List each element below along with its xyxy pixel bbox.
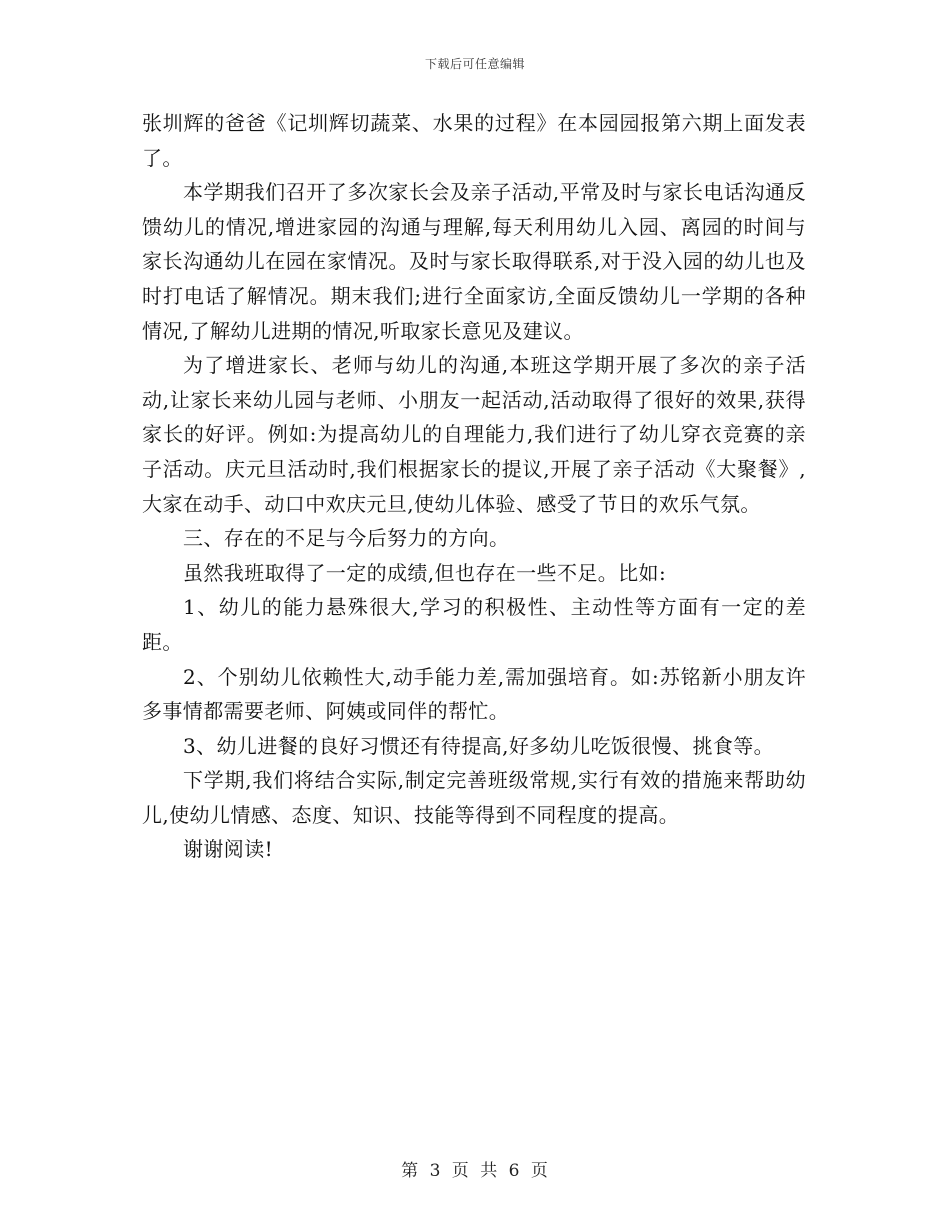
section-heading: 三、存在的不足与今后努力的方向。: [183, 526, 510, 551]
page-footer: 第 3 页 共 6 页: [401, 1161, 549, 1181]
list-item-2: 2、个别幼儿依赖性大,动手能力差,需加强培育。如:苏铭新小朋友许多事情都需要老师、阿姨或同伴的帮忙。: [142, 664, 806, 724]
paragraph-2: 本学期我们召开了多次家长会及亲子活动,平常及时与家长电话沟通反馈幼儿的情况,增进家园的沟通与理解,每天利用幼儿入园、离园的时间与家长沟通幼儿在园在家情况。及时与家长取得联系,对于没入园的幼儿也及时打电话了解情况。期末我们;进行全面家访,全面反馈幼儿一学期的各种情况,了解幼儿进期的情况,听取家长意见及建议。: [142, 180, 806, 343]
list-item-3: 3、幼儿进餐的良好习惯还有待提高,好多幼儿吃饭很慢、挑食等。: [183, 733, 775, 758]
document-body: [142, 106, 806, 867]
paragraph-4: 虽然我班取得了一定的成绩,但也存在一些不足。比如:: [183, 560, 667, 585]
paragraph-1: 张圳辉的爸爸《记圳辉切蔬菜、水果的过程》在本园园报第六期上面发表了。: [142, 111, 806, 170]
paragraph-5: 下学期,我们将结合实际,制定完善班级常规,实行有效的措施来帮助幼儿,使幼儿情感、态度、知识、技能等得到不同程度的提高。: [142, 768, 806, 827]
list-item-1: 1、幼儿的能力悬殊很大,学习的积极性、主动性等方面有一定的差距。: [142, 595, 806, 654]
page-header: 下载后可任意编辑: [424, 57, 525, 71]
paragraph-3: 为了增进家长、老师与幼儿的沟通,本班这学期开展了多次的亲子活动,让家长来幼儿园与老师、小朋友一起活动,活动取得了很好的效果,获得家长的好评。例如:为提高幼儿的自理能力,我们进行了幼儿穿衣竞赛的亲子活动。庆元旦活动时,我们根据家长的提议,开展了亲子活动《大聚餐》,大家在动手、动口中欢庆元旦,使幼儿体验、感受了节日的欢乐气氛。: [142, 353, 806, 516]
closing-line: 谢谢阅读!: [183, 837, 274, 862]
